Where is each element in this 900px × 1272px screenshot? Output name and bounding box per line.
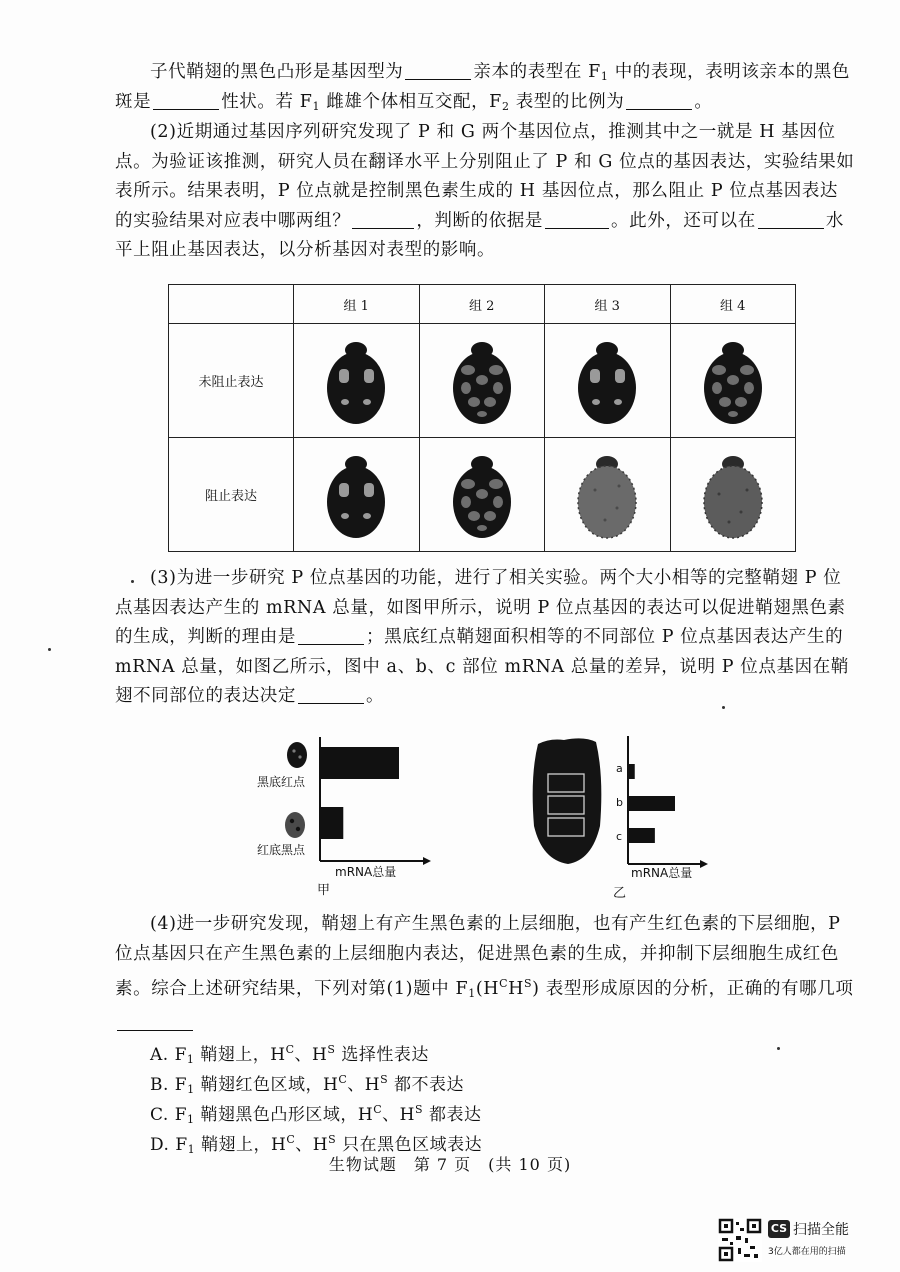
scanner-watermark bbox=[718, 1218, 868, 1266]
x-axis-arrow-icon bbox=[700, 860, 708, 868]
bar-label: 黑底红点 bbox=[257, 775, 306, 789]
beetle-red-base-icon bbox=[285, 812, 305, 838]
beetle-image bbox=[419, 438, 545, 552]
beetle-red-image bbox=[571, 450, 643, 540]
beetle-image bbox=[670, 324, 796, 438]
beetle-image bbox=[545, 438, 671, 552]
answer-blank[interactable] bbox=[758, 210, 824, 229]
option-b[interactable]: B. $F_1$ 鞘翅红色区域，$H^C$、$H^S$ 都不表达 bbox=[150, 1073, 465, 1096]
option-d[interactable]: D. $F_1$ 鞘翅上，$H^C$、$H^S$ 只在黑色区域表达 bbox=[150, 1133, 483, 1156]
figure-label: 乙 bbox=[613, 886, 627, 901]
option-c[interactable]: C. $F_1$ 鞘翅黑色凸形区域，$H^C$、$H^S$ 都表达 bbox=[150, 1103, 482, 1126]
answer-blank[interactable] bbox=[298, 685, 364, 704]
cs-logo: CS bbox=[768, 1220, 790, 1238]
beetle-spots-image bbox=[320, 336, 392, 426]
answer-blank[interactable] bbox=[626, 91, 692, 110]
bar-a bbox=[629, 764, 635, 779]
beetle-red-image bbox=[697, 450, 769, 540]
beetle-image bbox=[294, 324, 420, 438]
scan-speck bbox=[48, 648, 51, 651]
answer-blank[interactable] bbox=[405, 61, 471, 80]
beetle-image bbox=[545, 324, 671, 438]
table-row bbox=[169, 438, 796, 552]
scanner-tagline: 3亿人都在用的扫描 bbox=[768, 1247, 846, 1257]
answer-blank[interactable] bbox=[117, 1012, 193, 1031]
table-header-group2: 组 2 bbox=[419, 285, 545, 324]
q1-line2: 斑是 性状。若 $F_1$ 雌雄个体相互交配，$F_2$ 表型的比例为 。 bbox=[115, 92, 713, 113]
table-header-group4: 组 4 bbox=[670, 285, 796, 324]
bar-c bbox=[629, 828, 655, 843]
beetle-spots-image bbox=[320, 450, 392, 540]
figure-label: 甲 bbox=[317, 883, 331, 898]
qr-code-icon bbox=[718, 1218, 762, 1262]
beetle-image bbox=[294, 438, 420, 552]
scan-speck bbox=[777, 1047, 780, 1050]
table-header-group1: 组 1 bbox=[294, 285, 420, 324]
beetle-reticulate-image bbox=[446, 450, 518, 540]
figure-jia bbox=[255, 735, 445, 898]
bar-label: b bbox=[616, 796, 623, 809]
answer-blank[interactable] bbox=[545, 210, 609, 229]
beetle-image bbox=[670, 438, 796, 552]
q3-paragraph: (3)为进一步研究 P 位点基因的功能，进行了相关实验。两个大小相等的完整鞘翅 P 位点基因表达产生的 mRNA 总量，如图甲所示，说明 P 位点基因的表达可以促进鞘翅黑色素的生成，判断的理由是 ；黑底红点鞘翅面积相等的不同部位 P 位点基因表达产生的 mRNA 总量，如图乙所示，图中 a、b、c 部位 mRNA 总量的差异，说明 P 位点基因在鞘翅不同部位的表达决定 。 bbox=[115, 568, 849, 707]
x-axis-label: mRNA总量 bbox=[631, 866, 693, 880]
q1-line1: 子代鞘翅的黑色凸形是基因型为 亲本的表型在 $F_1$ 中的表现，表明该亲本的黑色 bbox=[150, 62, 850, 83]
results-table bbox=[168, 284, 796, 552]
row-label-blocked: 阻止表达 bbox=[169, 438, 294, 552]
page-footer: 生物试题 第 7 页 (共 10 页) bbox=[328, 1155, 572, 1174]
answer-blank[interactable] bbox=[298, 626, 364, 645]
row-label-unblocked: 未阻止表达 bbox=[169, 324, 294, 438]
bar-红底黑点 bbox=[321, 807, 343, 839]
answer-blank[interactable] bbox=[153, 91, 219, 110]
bar-b bbox=[629, 796, 675, 811]
q4-paragraph: (4)进一步研究发现，鞘翅上有产生黑色素的上层细胞，也有产生红色素的下层细胞，P 位点基因只在产生黑色素的上层细胞内表达，促进黑色素的生成，并抑制下层细胞生成红色素。综合上述研究结果，下列对第(1)题中 $F_1(H^CH^S)$ 表型形成原因的分析，正确的有哪几项 bbox=[115, 910, 855, 1038]
beetle-reticulate-image bbox=[446, 336, 518, 426]
answer-blank[interactable] bbox=[352, 210, 414, 229]
bar-label: a bbox=[616, 762, 623, 775]
bar-label: c bbox=[616, 830, 623, 843]
table-corner-cell bbox=[169, 285, 294, 324]
beetle-reticulate-image bbox=[697, 336, 769, 426]
scanner-brand: 扫描全能 bbox=[793, 1222, 849, 1238]
x-axis-arrow-icon bbox=[423, 857, 431, 865]
q2-paragraph: (2)近期通过基因序列研究发现了 P 和 G 两个基因位点，推测其中之一就是 H 基因位点。为验证该推测，研究人员在翻译水平上分别阻止了 P 和 G 位点的基因表达，实验结果如表所示。结果表明，P 位点就是控制黑色素生成的 H 基因位点，那么阻止 P 位点基因表达的实验结果对应表中哪两组？ ，判断的依据是 。此外，还可以在 水平上阻止基因表达，以分析基因对表型的影响。 bbox=[115, 122, 855, 261]
bar-label: 红底黑点 bbox=[257, 843, 306, 857]
x-axis-label: mRNA总量 bbox=[335, 865, 397, 879]
table-header-group3: 组 3 bbox=[545, 285, 671, 324]
beetle-black-base-icon bbox=[287, 742, 307, 768]
beetle-spots-image bbox=[571, 336, 643, 426]
option-a[interactable]: A. $F_1$ 鞘翅上，$H^C$、$H^S$ 选择性表达 bbox=[150, 1043, 429, 1066]
table-header-row bbox=[169, 285, 796, 324]
scan-speck bbox=[722, 706, 725, 709]
bar-黑底红点 bbox=[321, 747, 399, 779]
scan-speck bbox=[131, 580, 134, 583]
figure-yi bbox=[528, 736, 718, 901]
beetle-image bbox=[419, 324, 545, 438]
table-row bbox=[169, 324, 796, 438]
elytron-icon bbox=[533, 738, 602, 864]
